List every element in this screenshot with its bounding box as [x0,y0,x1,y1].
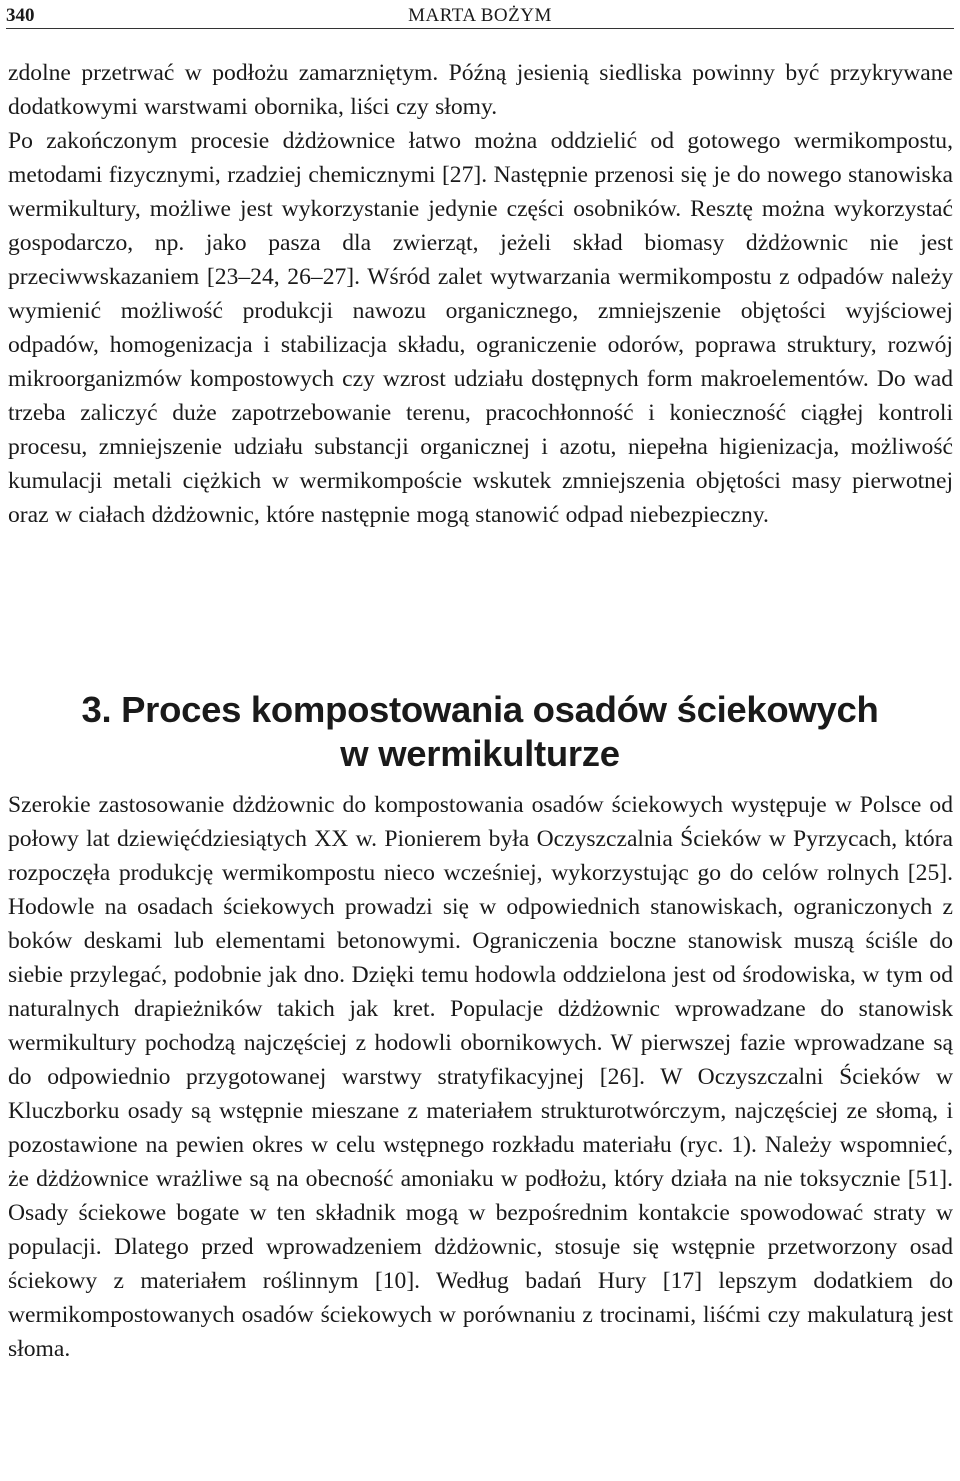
page-number: 340 [6,5,35,26]
paragraph: Po zakończonym procesie dżdżownice łatwo można oddzielić od gotowego wermikompostu, metodami fizycznymi, rzadziej chemicznymi [27]. Następnie przenosi się je do nowego stanowiska wermikultury, możliwe jest wykorzystanie jedynie części osobników. Resztę można wykorzystać gospodarczo, np. jako pasza dla zwierząt, jeżeli skład biomasy dżdżownic nie jest przeciwwskazaniem [23–24, 26–27]. Wśród zalet wytwarzania wermikompostu z odpadów należy wymienić możliwość produkcji nawozu organicznego, zmniejszenie objętości wyjściowej odpadów, homogenizacja i stabilizacja składu, ograniczenie odorów, poprawa struktury, rozwój mikroorganizmów kompostowych czy wzrost udziału dostępnych form makroelementów. Do wad trzeba zaliczyć duże zapotrzebowanie terenu, pracochłonność i konieczność ciągłej kontroli procesu, zmniejszenie udziału substancji organicznej i azotu, niepełna higienizacja, możliwość kumulacji metali ciężkich w wermikompoście wskutek zmniejszenia objętości masy pierwotnej oraz w ciałach dżdżownic, które następnie mogą stanowić odpad niebezpieczny. [8,128,953,528]
body-text-after-section [8,788,953,1366]
running-header [6,2,954,29]
body-text-before-section [8,56,953,532]
paragraph: Szerokie zastosowanie dżdżownic do kompostowania osadów ściekowych występuje w Polsce od połowy lat dziewięćdziesiątych XX w. Pionierem była Oczyszczalnia Ścieków w Pyrzycach, która rozpoczęła produkcję wermikompostu nieco wcześniej, wykorzystując go do celów rolnych [25]. Hodowle na osadach ściekowych prowadzi się w odpowiednich stanowiskach, ograniczonych z boków deskami lub elementami betonowymi. Ograniczenia boczne stanowisk muszą ściśle do siebie przylegać, podobnie jak dno. Dzięki temu hodowla oddzielona jest od środowiska, w tym od naturalnych drapieżników takich jak kret. Populacje dżdżownic wprowadzane do stanowisk wermikultury pochodzą najczęściej z hodowli obornikowych. W pierwszej fazie wprowadzane są do odpowiednio przygotowanej warstwy stratyfikacyjnej [26]. W Oczyszczalni Ścieków w Kluczborku osady są wstępnie mieszane z materiałem strukturotwórczym, najczęściej ze słomą, i pozostawione na pewien okres w celu wstępnego rozkładu materiału (ryc. 1). Należy wspomnieć, że dżdżownice wrażliwe są na obecność amoniaku w podłożu, który działa na nie toksycznie [51]. Osady ściekowe bogate w ten składnik mogą w bezpośrednim kontakcie spowodować straty w populacji. Dlatego przed wprowadzeniem dżdżownic, stosuje się wstępnie przetworzony osad ściekowy z materiałem roślinnym [10]. Według badań Hury [17] lepszym dodatkiem do wermikompostowanych osadów ściekowych w porównaniu z trocinami, liśćmi czy makulaturą jest słoma. [8,792,953,1362]
section-heading [0,688,960,776]
section-heading-line-1: 3. Proces kompostowania osadów ściekowych [81,689,879,730]
section-heading-line-2: w wermikulturze [340,733,620,774]
running-head-author: MARTA BOŻYM [408,5,552,26]
paragraph: zdolne przetrwać w podłożu zamarzniętym. Późną jesienią siedliska powinny być przykrywane dodatkowymi warstwami obornika, liści czy słomy. [8,60,953,120]
